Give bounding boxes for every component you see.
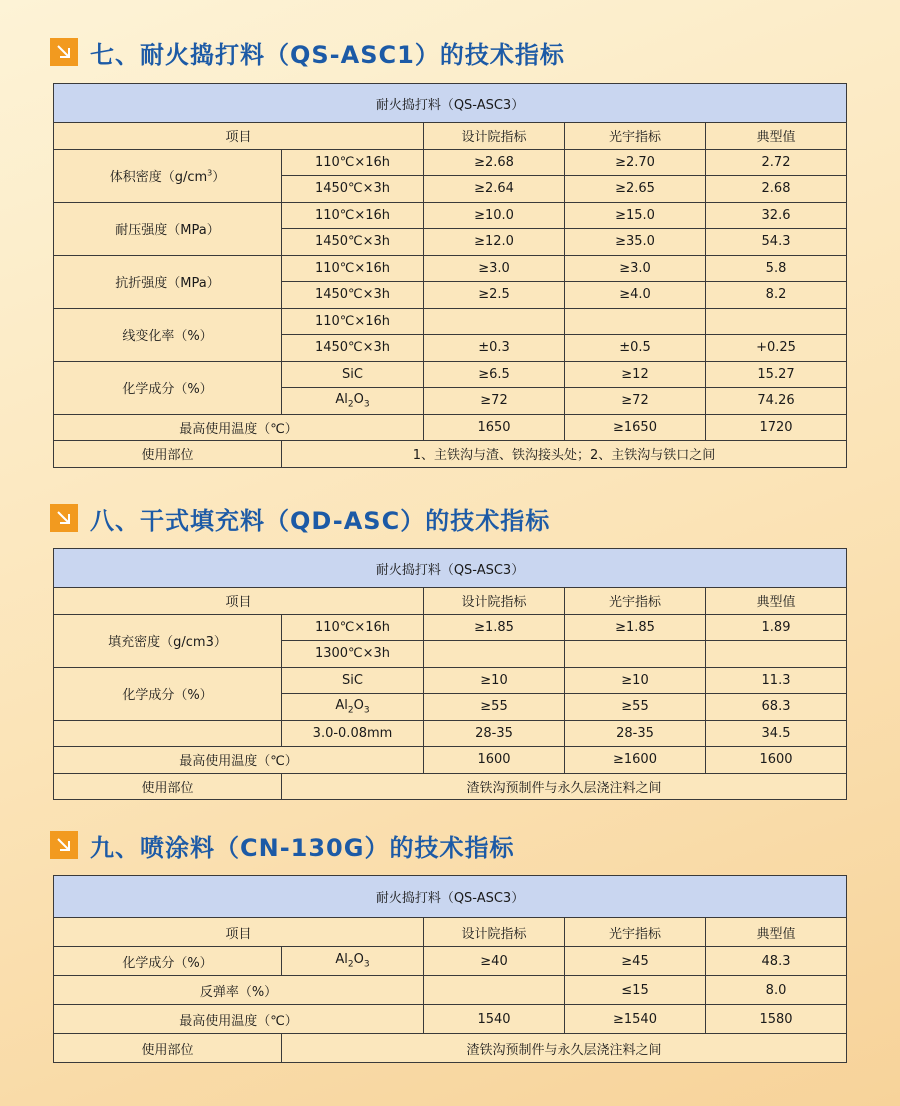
condition-cell: SiC xyxy=(282,361,424,388)
row-label-usage: 使用部位 xyxy=(54,1034,282,1063)
column-header-design: 设计院指标 xyxy=(424,918,565,947)
condition-cell: 110℃×16h xyxy=(282,308,424,335)
guangyu-value: ≥10 xyxy=(565,667,706,694)
guangyu-value: ≥1.85 xyxy=(565,614,706,641)
row-label-fill-density: 填充密度（g/cm3） xyxy=(54,614,282,667)
typical-value xyxy=(706,308,847,335)
typical-value: 1.89 xyxy=(706,614,847,641)
guangyu-value: ≥1540 xyxy=(565,1005,706,1034)
row-label-max-temp: 最高使用温度（℃） xyxy=(54,1005,424,1034)
typical-value xyxy=(706,641,847,668)
guangyu-value: ≤15 xyxy=(565,976,706,1005)
design-value: 1600 xyxy=(424,747,565,774)
row-label-linear-change: 线变化率（%） xyxy=(54,308,282,361)
typical-value: 32.6 xyxy=(706,202,847,229)
guangyu-value xyxy=(565,641,706,668)
usage-value: 1、主铁沟与渣、铁沟接头处；2、主铁沟与铁口之间 xyxy=(282,441,847,468)
typical-value: +0.25 xyxy=(706,335,847,362)
condition-cell: 110℃×16h xyxy=(282,255,424,282)
typical-value: 2.68 xyxy=(706,176,847,203)
row-label-bulk-density: 体积密度$(g/cm^3)$ xyxy=(54,149,282,202)
section-title-9 xyxy=(50,828,514,862)
spec-table-qd-asc xyxy=(53,548,847,800)
typical-value: 1600 xyxy=(706,747,847,774)
design-value: 1650 xyxy=(424,414,565,441)
condition-cell-al2o3: $Al_2O_3$ xyxy=(282,947,424,976)
column-header-typical: 典型值 xyxy=(706,918,847,947)
row-label-chemical-composition: 化学成分（%） xyxy=(54,947,282,976)
design-value: ≥2.5 xyxy=(424,282,565,309)
spec-table-qs-asc1 xyxy=(53,83,847,468)
table-header: 耐火捣打料（QS-ASC3） xyxy=(54,84,847,123)
design-value: ≥3.0 xyxy=(424,255,565,282)
usage-value: 渣铁沟预制件与永久层浇注料之间 xyxy=(282,1034,847,1063)
row-label-compressive-strength: 耐压强度（MPa） xyxy=(54,202,282,255)
design-value xyxy=(424,976,565,1005)
condition-cell: 110℃×16h xyxy=(282,202,424,229)
guangyu-value: ≥12 xyxy=(565,361,706,388)
guangyu-value: ≥4.0 xyxy=(565,282,706,309)
section-title-7 xyxy=(50,35,565,69)
condition-cell: 1450℃×3h xyxy=(282,335,424,362)
typical-value: 8.2 xyxy=(706,282,847,309)
column-header-typical: 典型值 xyxy=(706,588,847,615)
design-value: 1540 xyxy=(424,1005,565,1034)
design-value: ≥2.64 xyxy=(424,176,565,203)
column-header-item: 项目 xyxy=(54,123,424,150)
guangyu-value: ≥55 xyxy=(565,694,706,721)
typical-value: 34.5 xyxy=(706,720,847,747)
row-label-max-temp: 最高使用温度（℃） xyxy=(54,414,424,441)
row-label-flexural-strength: 抗折强度（MPa） xyxy=(54,255,282,308)
column-header-typical: 典型值 xyxy=(706,123,847,150)
design-value: ≥1.85 xyxy=(424,614,565,641)
design-value: ≥72 xyxy=(424,388,565,415)
spec-table-cn-130g xyxy=(53,875,847,1063)
condition-cell: 3.0-0.08mm xyxy=(282,720,424,747)
column-header-guangyu: 光宇指标 xyxy=(565,588,706,615)
row-label-rebound: 反弹率（%） xyxy=(54,976,424,1005)
column-header-item: 项目 xyxy=(54,918,424,947)
guangyu-value: ±0.5 xyxy=(565,335,706,362)
row-label-usage: 使用部位 xyxy=(54,441,282,468)
usage-value: 渣铁沟预制件与永久层浇注料之间 xyxy=(282,773,847,800)
design-value: ≥12.0 xyxy=(424,229,565,256)
arrow-down-right-icon xyxy=(50,504,78,532)
condition-cell-al2o3: $Al_2O_3$ xyxy=(282,388,424,415)
design-value xyxy=(424,308,565,335)
guangyu-value: ≥2.70 xyxy=(565,149,706,176)
condition-cell: 1450℃×3h xyxy=(282,229,424,256)
guangyu-value: ≥1650 xyxy=(565,414,706,441)
column-header-guangyu: 光宇指标 xyxy=(565,123,706,150)
typical-value: 1580 xyxy=(706,1005,847,1034)
arrow-down-right-icon xyxy=(50,38,78,66)
section-title-text: 九、喷涂料（CN-130G）的技术指标 xyxy=(90,833,515,862)
condition-cell: 110℃×16h xyxy=(282,614,424,641)
section-title-text: 七、耐火捣打料（QS-ASC1）的技术指标 xyxy=(90,40,565,69)
row-label-usage: 使用部位 xyxy=(54,773,282,800)
typical-value: 5.8 xyxy=(706,255,847,282)
design-value: ≥10.0 xyxy=(424,202,565,229)
column-header-design: 设计院指标 xyxy=(424,123,565,150)
guangyu-value: 28-35 xyxy=(565,720,706,747)
table-header: 耐火捣打料（QS-ASC3） xyxy=(54,549,847,588)
typical-value: 68.3 xyxy=(706,694,847,721)
condition-cell-al2o3: $Al_2O_3$ xyxy=(282,694,424,721)
design-value: ≥40 xyxy=(424,947,565,976)
design-value xyxy=(424,641,565,668)
column-header-guangyu: 光宇指标 xyxy=(565,918,706,947)
typical-value: 1720 xyxy=(706,414,847,441)
row-label-chemical-composition: 化学成分（%） xyxy=(54,667,282,720)
typical-value: 8.0 xyxy=(706,976,847,1005)
section-title-text: 八、干式填充料（QD-ASC）的技术指标 xyxy=(90,506,551,535)
condition-cell: 1300℃×3h xyxy=(282,641,424,668)
typical-value: 11.3 xyxy=(706,667,847,694)
guangyu-value: ≥1600 xyxy=(565,747,706,774)
guangyu-value xyxy=(565,308,706,335)
design-value: ≥6.5 xyxy=(424,361,565,388)
table-header: 耐火捣打料（QS-ASC3） xyxy=(54,876,847,918)
arrow-down-right-icon xyxy=(50,831,78,859)
typical-value: 54.3 xyxy=(706,229,847,256)
typical-value: 2.72 xyxy=(706,149,847,176)
row-label-max-temp: 最高使用温度（℃） xyxy=(54,747,424,774)
guangyu-value: ≥35.0 xyxy=(565,229,706,256)
column-header-design: 设计院指标 xyxy=(424,588,565,615)
section-title-8 xyxy=(50,501,550,535)
typical-value: 74.26 xyxy=(706,388,847,415)
row-label-chemical-composition: 化学成分（%） xyxy=(54,361,282,414)
condition-cell: 1450℃×3h xyxy=(282,282,424,309)
row-label-empty xyxy=(54,720,282,747)
typical-value: 15.27 xyxy=(706,361,847,388)
guangyu-value: ≥72 xyxy=(565,388,706,415)
design-value: 28-35 xyxy=(424,720,565,747)
guangyu-value: ≥45 xyxy=(565,947,706,976)
typical-value: 48.3 xyxy=(706,947,847,976)
design-value: ±0.3 xyxy=(424,335,565,362)
guangyu-value: ≥15.0 xyxy=(565,202,706,229)
condition-cell: 110℃×16h xyxy=(282,149,424,176)
condition-cell: SiC xyxy=(282,667,424,694)
design-value: ≥55 xyxy=(424,694,565,721)
guangyu-value: ≥2.65 xyxy=(565,176,706,203)
column-header-item: 项目 xyxy=(54,588,424,615)
condition-cell: 1450℃×3h xyxy=(282,176,424,203)
guangyu-value: ≥3.0 xyxy=(565,255,706,282)
design-value: ≥10 xyxy=(424,667,565,694)
design-value: ≥2.68 xyxy=(424,149,565,176)
